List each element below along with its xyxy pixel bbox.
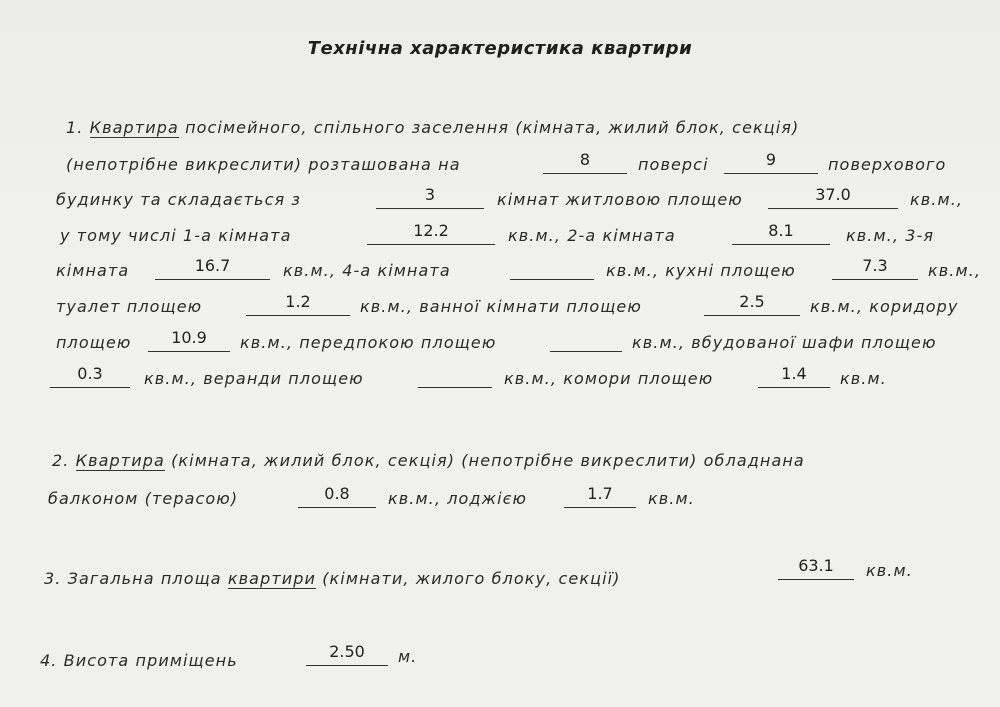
room4-field bbox=[510, 257, 594, 280]
line4-text-c: кв.м., 3-я bbox=[846, 226, 935, 245]
living-area-field: 37.0 bbox=[768, 186, 898, 209]
section4-text: 4. Висота приміщень bbox=[40, 651, 238, 670]
room1-field: 12.2 bbox=[367, 222, 495, 245]
section2-line1 bbox=[52, 451, 805, 470]
line8-text-a: кв.м., веранди площею bbox=[144, 369, 364, 388]
line2-text-b: поверсі bbox=[638, 155, 709, 174]
section1-line2 bbox=[66, 155, 461, 174]
line4-text-b: кв.м., 2-а кімната bbox=[508, 226, 676, 245]
storeroom-field: 1.4 bbox=[758, 365, 830, 388]
wardrobe-field: 0.3 bbox=[50, 365, 130, 388]
bathroom-field: 2.5 bbox=[704, 293, 800, 316]
section2-number: 2. bbox=[52, 451, 70, 470]
section1-apartment-word: Квартира bbox=[89, 118, 179, 137]
floor-field: 8 bbox=[543, 151, 627, 174]
line4-text-a: у тому числі 1-а кімната bbox=[60, 226, 292, 245]
line7-text-a: площею bbox=[56, 333, 132, 352]
loggia-field: 1.7 bbox=[564, 485, 636, 508]
floors-total-field: 9 bbox=[724, 151, 818, 174]
line2-text-c: поверхового bbox=[828, 155, 947, 174]
section2-text-c: кв.м. bbox=[648, 489, 695, 508]
section3-text-b: (кімнати, жилого блоку, секції) bbox=[316, 569, 621, 588]
hallway-field bbox=[550, 329, 622, 352]
line3-text-c: кв.м., bbox=[910, 190, 964, 209]
room2-field: 8.1 bbox=[732, 222, 830, 245]
line2-text-a: (непотрібне викреслити) розташована на bbox=[66, 155, 461, 174]
line7-text-c: кв.м., вбудованої шафи площею bbox=[632, 333, 937, 352]
total-area-field: 63.1 bbox=[778, 557, 854, 580]
line5-text-a: кімната bbox=[56, 261, 130, 280]
line8-text-b: кв.м., комори площею bbox=[504, 369, 714, 388]
section2-line1-text: (кімната, жилий блок, секція) (непотрібне викреслити) обладнана bbox=[164, 451, 805, 470]
section3-unit: кв.м. bbox=[866, 561, 913, 580]
line6-text-b: кв.м., ванної кімнати площею bbox=[360, 297, 642, 316]
line6-text-c: кв.м., коридору bbox=[810, 297, 959, 316]
veranda-field bbox=[418, 365, 492, 388]
section1-number: 1. bbox=[66, 118, 84, 137]
rooms-field: 3 bbox=[376, 186, 484, 209]
section3-line bbox=[44, 569, 621, 588]
room3-field: 16.7 bbox=[155, 257, 270, 280]
toilet-field: 1.2 bbox=[246, 293, 350, 316]
line5-text-d: кв.м., bbox=[928, 261, 982, 280]
section2-text-b: кв.м., лоджією bbox=[388, 489, 528, 508]
corridor-field: 10.9 bbox=[148, 329, 230, 352]
section1-line1 bbox=[66, 118, 799, 137]
line3-text-b: кімнат житловою площею bbox=[497, 190, 743, 209]
kitchen-field: 7.3 bbox=[832, 257, 918, 280]
line7-text-b: кв.м., передпокою площею bbox=[240, 333, 497, 352]
section1-line1-text: посімейного, спільного заселення (кімната, жилий блок, секція) bbox=[178, 118, 800, 137]
section2-apartment-word: Квартира bbox=[75, 451, 165, 470]
line3-text-a: будинку та складається з bbox=[56, 190, 301, 209]
document-title: Технічна характеристика квартири bbox=[307, 38, 693, 59]
height-field: 2.50 bbox=[306, 643, 388, 666]
line5-text-b: кв.м., 4-а кімната bbox=[283, 261, 451, 280]
section4-unit: м. bbox=[398, 647, 418, 666]
section3-text-a: 3. Загальна площа bbox=[44, 569, 228, 588]
line8-text-c: кв.м. bbox=[840, 369, 887, 388]
balcony-field: 0.8 bbox=[298, 485, 376, 508]
line5-text-c: кв.м., кухні площею bbox=[606, 261, 796, 280]
line6-text-a: туалет площею bbox=[56, 297, 203, 316]
section2-text-a: балконом (терасою) bbox=[48, 489, 239, 508]
section3-apartment-word: квартири bbox=[227, 569, 317, 588]
